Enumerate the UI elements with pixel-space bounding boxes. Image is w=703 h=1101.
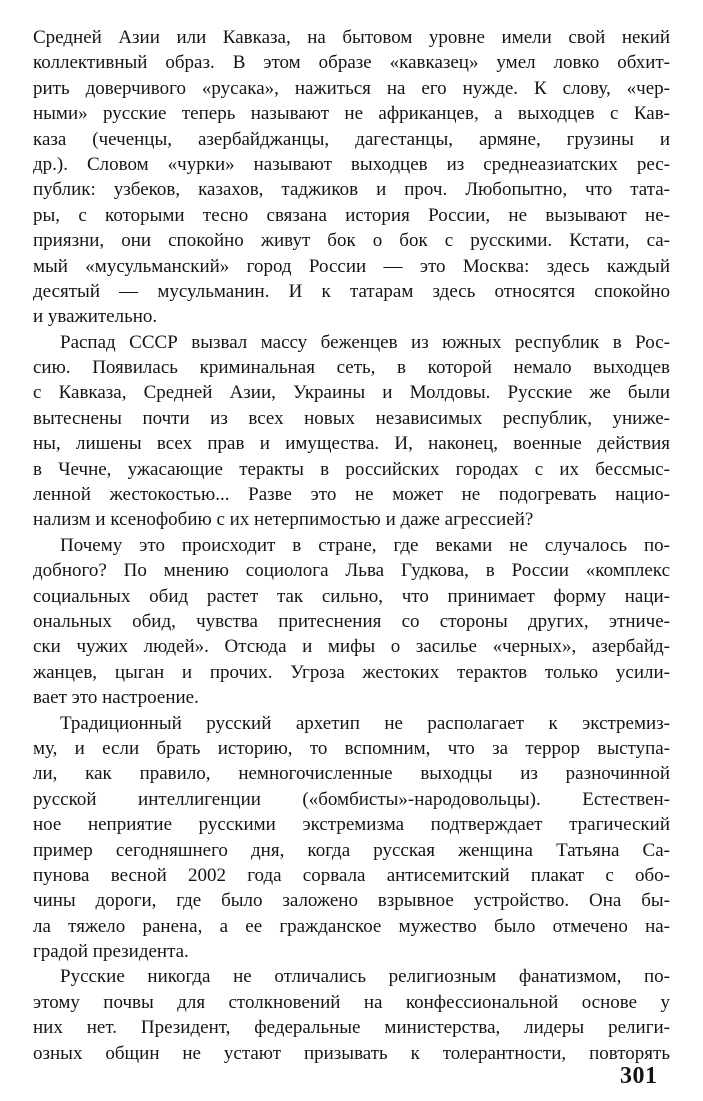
text-line: социальных обид растет так сильно, что принимает форму наци- [33, 585, 670, 607]
text-line: му, и если брать историю, то вспомним, что за террор выступа- [33, 737, 670, 759]
text-line: приязни, они спокойно живут бок о бок с русскими. Кстати, са- [33, 230, 670, 252]
text-line: Средней Азии или Кавказа, на бытовом уровне имели свой некий [33, 27, 670, 48]
text-line: вает это настроение. [33, 687, 199, 709]
text-line: Распад СССР вызвал массу беженцев из южных республик в Рос- [60, 331, 670, 353]
text-line: др.). Словом «чурки» называют выходцев из среднеазиатских рес- [33, 153, 670, 175]
text-line: публик: узбеков, казахов, таджиков и проч. Любопытно, что тата- [33, 179, 670, 201]
text-line: ное неприятие русскими экстремизма подтверждает трагический [33, 814, 670, 836]
text-line: ски чужих людей». Отсюда и мифы о засилье «черных», азербайд- [33, 636, 670, 658]
text-line: вытеснены почти из всех новых независимых республик, униже- [33, 407, 670, 429]
text-line: жанцев, цыган и прочих. Угроза жестоких терактов только усили- [33, 661, 670, 683]
text-line: ональных обид, чувства притеснения со стороны других, этниче- [33, 610, 670, 632]
text-line: Традиционный русский архетип не располагает к экстремиз- [60, 712, 670, 734]
paragraph [33, 964, 670, 1066]
text-line: ры, с которыми тесно связана история России, не вызывают не- [33, 204, 670, 226]
paragraph [33, 330, 670, 533]
paragraph [33, 25, 670, 330]
text-line: Русские никогда не отличались религиозным фанатизмом, по- [60, 966, 670, 988]
text-line: мый «мусульманский» город России — это Москва: здесь каждый [33, 255, 670, 277]
text-line: в Чечне, ужасающие теракты в российских городах с их бессмыс- [33, 458, 670, 480]
text-line: и уважительно. [33, 306, 158, 328]
text-line: нализм и ксенофобию с их нетерпимостью и даже агрессией? [33, 509, 534, 531]
text-line: коллективный образ. В этом образе «кавказец» умел ловко обхит- [33, 52, 670, 74]
page-number: 301 [620, 1063, 658, 1089]
text-line: пунова весной 2002 года сорвала антисемитский плакат с обо- [33, 864, 670, 886]
text-line: ны, лишены всех прав и имущества. И, наконец, военные действия [33, 433, 670, 455]
text-line: градой президента. [33, 941, 189, 963]
paragraph [33, 533, 670, 711]
text-line: ла тяжело ранена, а ее гражданское мужество было отмечено на- [33, 915, 670, 937]
text-line: чины дороги, где было заложено взрывное устройство. Она бы- [33, 890, 670, 912]
text-line: с Кавказа, Средней Азии, Украины и Молдовы. Русские же были [33, 382, 670, 404]
text-line: добного? По мнению социолога Льва Гудкова, в России «комплекс [33, 560, 670, 582]
text-line: сию. Появилась криминальная сеть, в которой немало выходцев [33, 357, 670, 379]
body-text [33, 25, 670, 1066]
text-line: ными» русские теперь называют не африканцев, а выходцев с Кав- [33, 103, 670, 125]
text-line: Почему это происходит в стране, где веками не случалось по- [60, 534, 670, 556]
text-line: рить доверчивого «русака», нажиться на его нужде. К слову, «чер- [33, 77, 670, 99]
text-line: пример сегодняшнего дня, когда русская женщина Татьяна Са- [33, 839, 670, 861]
text-line: десятый — мусульманин. И к татарам здесь относятся спокойно [33, 280, 670, 302]
text-line: озных общин не устают призывать к толерантности, повторять [33, 1042, 670, 1064]
text-line: ли, как правило, немногочисленные выходцы из разночинной [33, 763, 670, 785]
text-line: русской интеллигенции («бомбисты»-народовольцы). Естествен- [33, 788, 670, 810]
text-line: каза (чеченцы, азербайджанцы, дагестанцы, армяне, грузины и [33, 128, 670, 150]
text-line: этому почвы для столкновений на конфессиональной основе у [33, 991, 670, 1013]
text-line: ленной жестокостью... Разве это не может не подогревать нацио- [33, 484, 670, 506]
paragraph [33, 711, 670, 965]
text-line: них нет. Президент, федеральные министерства, лидеры религи- [33, 1017, 670, 1039]
